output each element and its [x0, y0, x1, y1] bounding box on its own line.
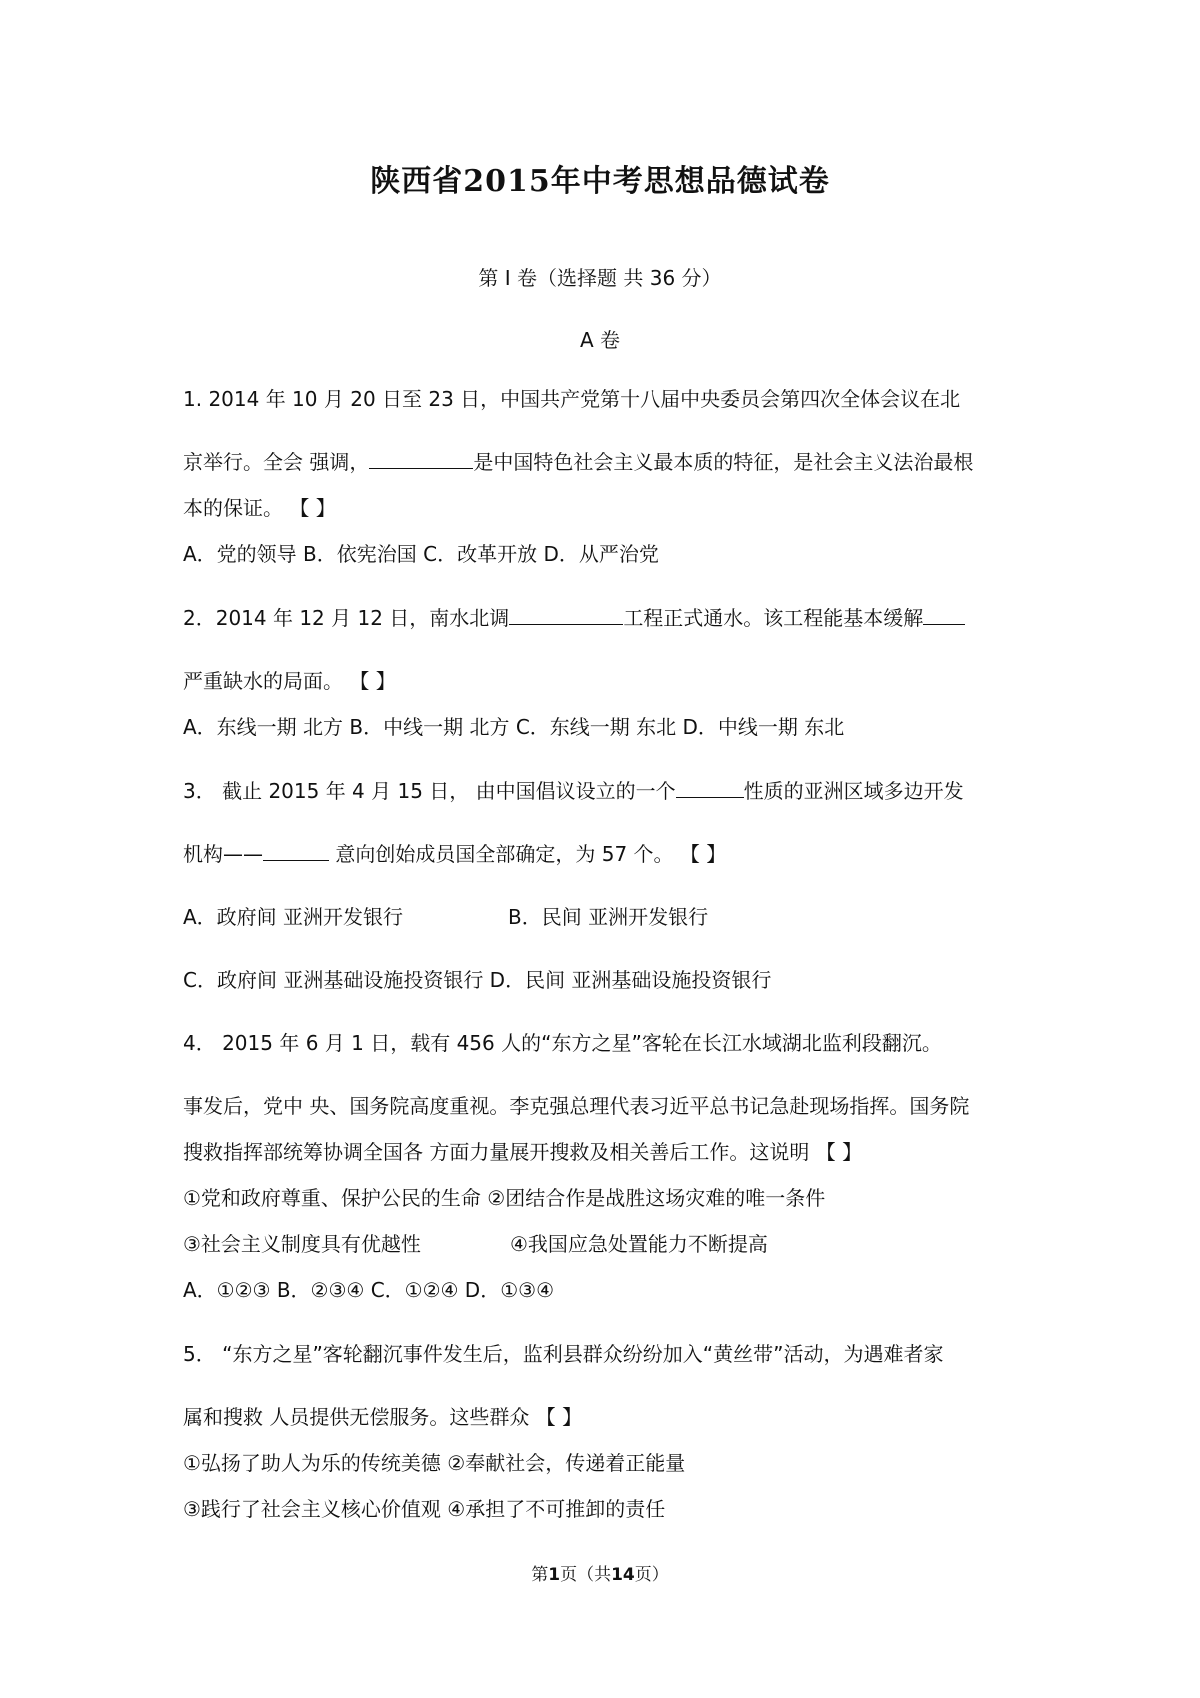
page-title: 陕西省2015年中考思想品德试卷 [370, 164, 830, 199]
q3-option-a: A．政府间 亚洲开发银行 [183, 905, 404, 929]
q3-line-1-start: 3． 截止 2015 年 4 月 15 日， 由中国倡议设立的一个 [183, 779, 676, 803]
q4-statements-1-2: ①党和政府尊重、保护公民的生命 ②团结合作是战胜这场灾难的唯一条件 [183, 1186, 826, 1210]
q1-line-2 [183, 448, 973, 476]
q4-line-2: 事发后，党中 央、国务院高度重视。李克强总理代表习近平总书记急赴现场指挥。国务院 [183, 1094, 970, 1118]
page-total: 14 [611, 1565, 635, 1585]
q2-line-1-start: 2．2014 年 12 月 12 日，南水北调 [183, 606, 510, 630]
q3-line-2 [183, 840, 726, 868]
section-heading: 第 I 卷（选择题 共 36 分） [478, 266, 722, 290]
q3-option-b: B．民间 亚洲开发银行 [508, 905, 709, 929]
answer-blank [509, 604, 623, 625]
page-number: 1 [548, 1565, 561, 1585]
footer-suffix: 页） [634, 1565, 669, 1585]
q1-line-2-end: 是中国特色社会主义最本质的特征，是社会主义法治最根 [473, 450, 974, 474]
q3-line-1-end: 性质的亚洲区域多边开发 [743, 779, 964, 803]
q2-line-1-end: 工程正式通水。该工程能基本缓解 [623, 606, 924, 630]
page-footer [0, 1560, 1200, 1585]
q2-line-2: 严重缺水的局面。 【 】 [183, 669, 396, 693]
q4-statement-3: ③社会主义制度具有优越性 [183, 1232, 421, 1256]
q1-line-2-start: 京举行。全会 强调， [183, 450, 370, 474]
q3-line-1 [183, 777, 964, 805]
q4-line-1: 4． 2015 年 6 月 1 日，载有 456 人的“东方之星”客轮在长江水域湖北监利段翻沉。 [183, 1031, 942, 1055]
q2-options: A．东线一期 北方 B．中线一期 北方 C．东线一期 东北 D．中线一期 东北 [183, 715, 845, 739]
q5-line-1: 5． “东方之星”客轮翻沉事件发生后，监利县群众纷纷加入“黄丝带”活动，为遇难者家 [183, 1342, 944, 1366]
q5-statements-1-2: ①弘扬了助人为乐的传统美德 ②奉献社会，传递着正能量 [183, 1451, 686, 1475]
q1-line-1: 1. 2014 年 10 月 20 日至 23 日，中国共产党第十八届中央委员会第四次全体会议在北 [183, 387, 961, 411]
q3-line-2-start: 机构—— [183, 842, 263, 866]
footer-middle: 页（共 [560, 1565, 612, 1585]
answer-blank [676, 777, 744, 798]
answer-blank [263, 840, 329, 861]
q5-line-2: 属和搜救 人员提供无偿服务。这些群众 【 】 [183, 1405, 583, 1429]
q1-options: A．党的领导 B．依宪治国 C．改革开放 D．从严治党 [183, 542, 659, 566]
footer-prefix: 第 [531, 1565, 549, 1585]
q1-line-3: 本的保证。 【 】 [183, 496, 336, 520]
q4-statement-4: ④我国应急处置能力不断提高 [510, 1232, 768, 1256]
q3-options-cd: C．政府间 亚洲基础设施投资银行 D．民间 亚洲基础设施投资银行 [183, 968, 772, 992]
part-heading: A 卷 [579, 328, 621, 352]
answer-blank [369, 448, 473, 469]
q4-line-3: 搜救指挥部统筹协调全国各 方面力量展开搜救及相关善后工作。这说明 【 】 [183, 1140, 863, 1164]
q3-line-2-end: 意向创始成员国全部确定，为 57 个。 【 】 [329, 842, 727, 866]
q5-statements-3-4: ③践行了社会主义核心价值观 ④承担了不可推卸的责任 [183, 1497, 666, 1521]
q4-options: A．①②③ B．②③④ C．①②④ D．①③④ [183, 1278, 554, 1302]
answer-blank [923, 604, 965, 625]
q2-line-1 [183, 604, 965, 632]
